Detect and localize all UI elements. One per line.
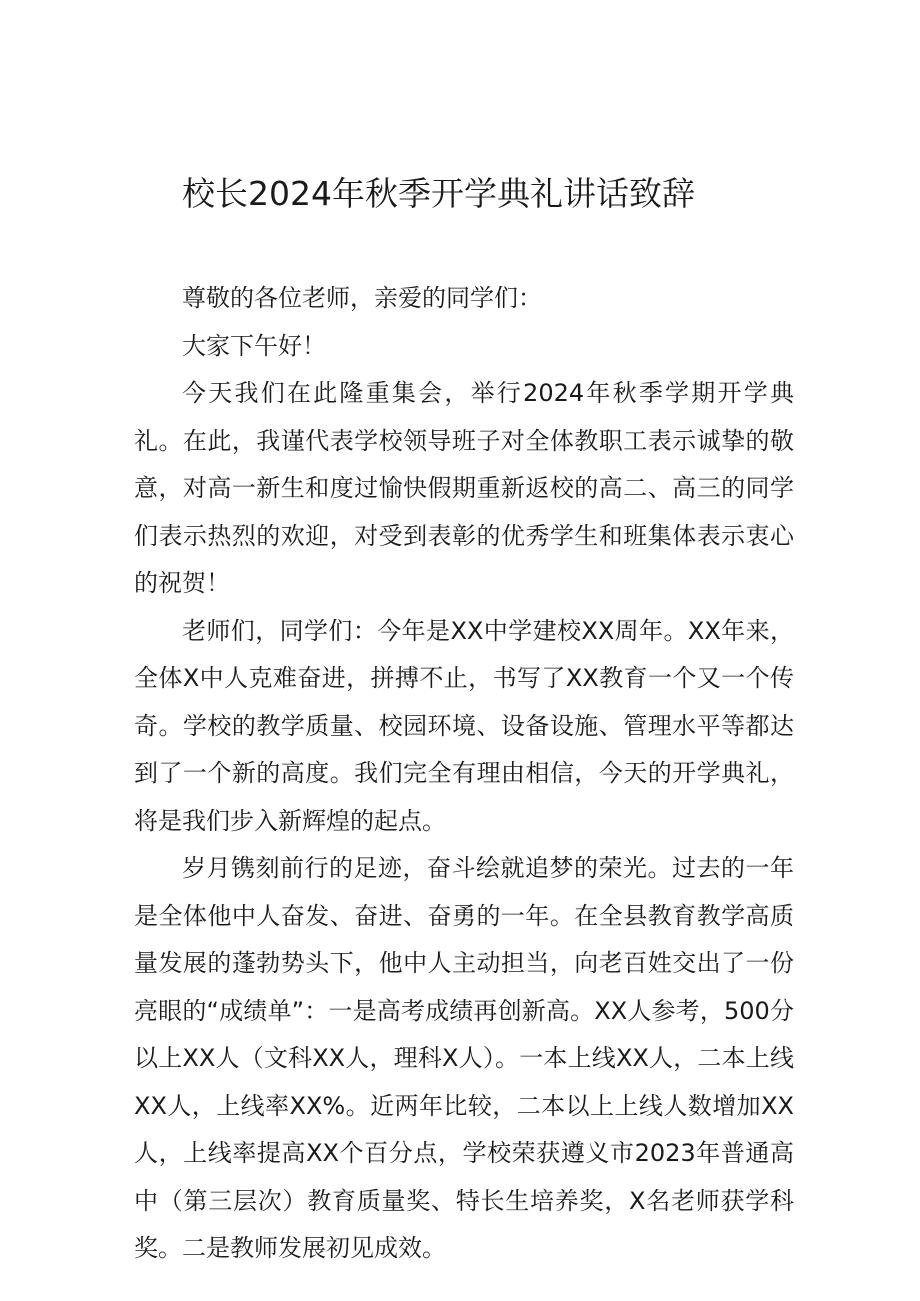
document-body	[134, 275, 794, 1273]
paragraph-1: 今天我们在此隆重集会，举行2024年秋季学期开学典礼。在此，我谨代表学校领导班子对全体教职工表示诚挚的敬意，对高一新生和度过愉快假期重新返校的高二、高三的同学们表示热烈的欢迎，对受到表彰的优秀学生和班集体表示衷心的祝贺！	[134, 379, 794, 597]
greeting: 大家下午好！	[182, 331, 326, 360]
paragraph-3: 岁月镌刻前行的足迹，奋斗绘就追梦的荣光。过去的一年是全体他中人奋发、奋进、奋勇的一年。在全县教育教学高质量发展的蓬勃势头下，他中人主动担当，向老百姓交出了一份亮眼的“成绩单”：一是高考成绩再创新高。XX人参考，500分以上XX人（文科XX人，理科X人）。一本上线XX人，二本上线XX人，上线率XX%。近两年比较，二本以上上线人数增加XX人，上线率提高XX个百分点，学校荣获遵义市2023年普通高中（第三层次）教育质量奖、特长生培养奖，X名老师获学科奖。二是教师发展初见成效。	[134, 854, 794, 1262]
paragraph-2: 老师们，同学们：今年是XX中学建校XX周年。XX年来，全体X中人克难奋进，拼搏不止，书写了XX教育一个又一个传奇。学校的教学质量、校园环境、设备设施、管理水平等都达到了一个新的高度。我们完全有理由相信，今天的开学典礼，将是我们步入新辉煌的起点。	[134, 616, 794, 835]
document-title: 校长2024年秋季开学典礼讲话致辞	[182, 174, 695, 213]
salutation: 尊敬的各位老师，亲爱的同学们：	[182, 284, 542, 312]
